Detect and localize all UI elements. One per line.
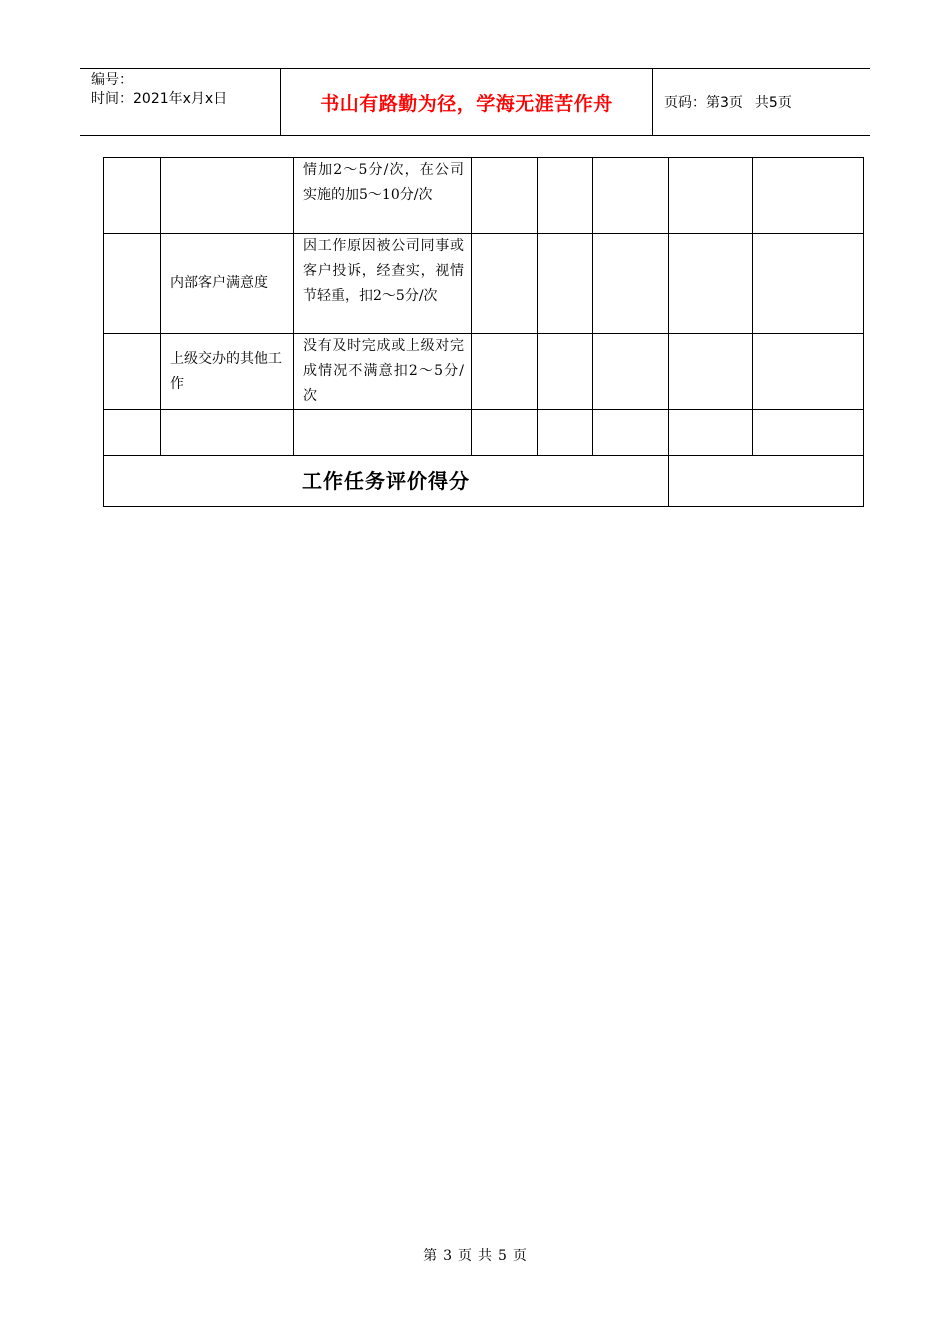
table-cell [593, 234, 669, 334]
standard-cell: 没有及时完成或上级对完成情况不满意扣2～5分/次 [294, 334, 472, 410]
table-row [104, 158, 864, 234]
table-cell [753, 158, 864, 234]
table-cell [593, 410, 669, 456]
standard-cell [294, 410, 472, 456]
table-cell [538, 410, 593, 456]
total-score-value-cell [669, 456, 864, 507]
footer-text: 共 [478, 1248, 492, 1264]
table-cell [538, 158, 593, 234]
table-cell [538, 234, 593, 334]
table-cell [472, 234, 538, 334]
standard-cell: 因工作原因被公司同事或客户投诉，经查实，视情节轻重，扣2～5分/次 [294, 234, 472, 334]
table-cell [669, 334, 753, 410]
item-name-cell [161, 410, 294, 456]
table-row [104, 334, 864, 410]
total-score-label: 工作任务评价得分 [104, 456, 669, 507]
header-page-total: 共5页 [754, 95, 792, 111]
table-cell [669, 410, 753, 456]
footer-page-total: 5 [498, 1248, 507, 1264]
table-cell [593, 158, 669, 234]
item-name-cell: 内部客户满意度 [161, 234, 294, 334]
table-cell [472, 158, 538, 234]
page-header [80, 68, 870, 136]
table-cell [669, 158, 753, 234]
document-time-label: 时间：2021年x月x日 [91, 91, 228, 107]
total-row [104, 456, 864, 507]
standard-cell: 情加2～5分/次，在公司实施的加5～10分/次 [294, 158, 472, 234]
table-cell [104, 158, 161, 234]
item-name-cell: 上级交办的其他工作 [161, 334, 294, 410]
header-meta [80, 69, 281, 135]
table-cell [753, 234, 864, 334]
table-cell [669, 234, 753, 334]
table-cell [104, 234, 161, 334]
page-footer [0, 1245, 950, 1265]
table-cell [472, 334, 538, 410]
table-cell [104, 334, 161, 410]
header-page-info [653, 69, 870, 135]
document-number-label: 编号： [91, 72, 133, 88]
table-row [104, 234, 864, 334]
table-row [104, 410, 864, 456]
header-page-current: 页码：第3页 [664, 95, 743, 111]
table-cell [753, 410, 864, 456]
evaluation-table [103, 157, 864, 507]
table-cell [104, 410, 161, 456]
item-name-cell [161, 158, 294, 234]
table-cell [472, 410, 538, 456]
footer-text: 页 [512, 1248, 527, 1264]
table-cell [538, 334, 593, 410]
footer-text: 页 [458, 1248, 472, 1264]
header-motto: 书山有路勤为径，学海无涯苦作舟 [281, 69, 653, 135]
footer-page-number: 3 [443, 1248, 452, 1264]
table-cell [753, 334, 864, 410]
table-cell [593, 334, 669, 410]
footer-text: 第 [423, 1248, 438, 1264]
